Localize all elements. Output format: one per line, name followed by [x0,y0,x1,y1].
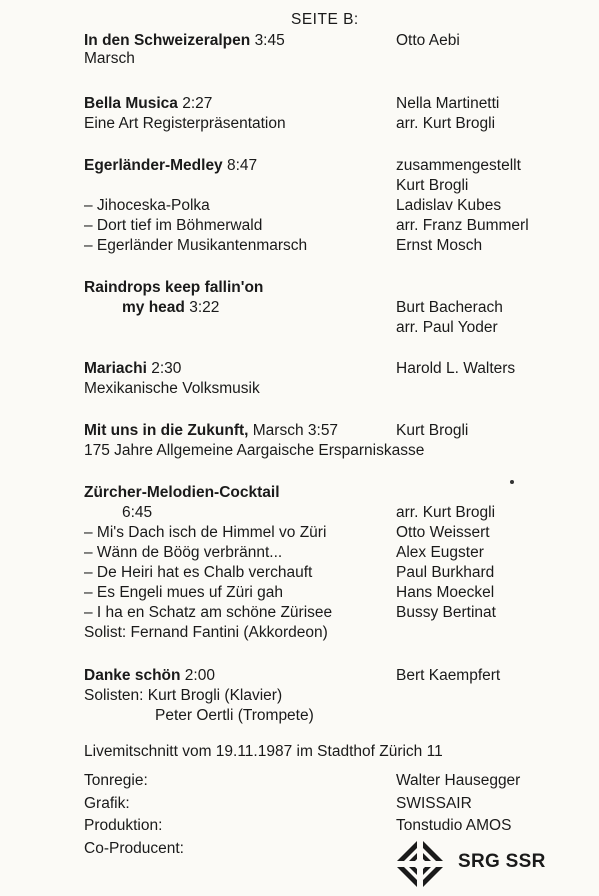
track-title-line [122,298,219,318]
track-time: 8:47 [227,157,258,174]
srg-ssr-logo-icon [392,836,448,892]
track-time: Marsch 3:57 [252,422,339,439]
staff-name: Tonstudio AMOS [396,817,512,834]
track-credit: Harold L. Walters [396,360,516,377]
track-credit: Kurt Brogli [396,422,469,439]
medley-item-credit: Paul Burkhard [396,564,495,581]
track-time: 2:00 [184,667,215,684]
track-time: 6:45 [122,504,153,521]
soloists: Peter Oertli (Trompete) [155,707,314,724]
track-title: Mit uns in die Zukunft, [84,422,249,439]
medley-item: – Jihoceska-Polka [84,197,210,214]
track-title-line [84,359,181,379]
track-time: 2:30 [151,360,182,377]
medley-item: – Wänn de Böög verbrännt... [84,544,283,561]
track-credit: Otto Aebi [396,32,460,49]
track-subtitle: Eine Art Registerpräsentation [84,115,286,132]
staff-name: SWISSAIR [396,795,472,812]
track-title: my head [122,299,185,316]
track-time: 3:22 [189,299,220,316]
staff-role: Grafik: [84,795,130,812]
staff-role: Produktion: [84,817,163,834]
medley-item-credit: Otto Weissert [396,524,490,541]
track-title-line [84,94,212,114]
track-credit: arr. Kurt Brogli [396,504,496,521]
track-subtitle: 175 Jahre Allgemeine Aargaische Ersparniskasse [84,442,425,459]
side-header: SEITE B: [291,11,359,28]
staff-name: Walter Hausegger [396,772,521,789]
track-title-line [84,666,215,686]
track-title-line [84,421,338,441]
medley-item: – De Heiri hat es Chalb verchauft [84,564,313,581]
medley-item-credit: Ladislav Kubes [396,197,502,214]
soloist: Solist: Fernand Fantini (Akkordeon) [84,624,328,641]
track-title: Bella Musica [84,95,178,112]
track-credit: Burt Bacherach [396,299,503,316]
live-recording-note: Livemitschnitt vom 19.11.1987 im Stadthof Zürich 11 [84,743,443,760]
medley-item-credit: Alex Eugster [396,544,484,561]
track-title-line [84,31,285,51]
track-time: 3:45 [254,32,285,49]
medley-item-credit: Bussy Bertinat [396,604,496,621]
medley-item: – Mi's Dach isch de Himmel vo Züri [84,524,327,541]
track-title: In den Schweizeralpen [84,32,251,49]
srg-ssr-logo-text: SRG SSR [458,851,546,872]
track-credit: Bert Kaempfert [396,667,501,684]
medley-item: – Es Engeli mues uf Züri gah [84,584,284,601]
track-title: Raindrops keep fallin'on [84,279,264,296]
medley-item-credit: Ernst Mosch [396,237,483,254]
track-title-line [84,156,257,176]
track-credit: arr. Kurt Brogli [396,115,496,132]
track-title: Egerländer-Medley [84,157,223,174]
track-subtitle: Marsch [84,50,135,67]
medley-item-credit: Hans Moeckel [396,584,495,601]
speck [510,480,514,484]
track-credit: arr. Paul Yoder [396,319,498,336]
track-credit: Nella Martinetti [396,95,500,112]
track-credit: Kurt Brogli [396,177,469,194]
medley-item-credit: arr. Franz Bummerl [396,217,529,234]
track-title: Danke schön [84,667,181,684]
track-subtitle: Mexikanische Volksmusik [84,380,260,397]
track-time: 2:27 [182,95,213,112]
medley-item: – I ha en Schatz am schöne Zürisee [84,604,333,621]
medley-item: – Egerländer Musikantenmarsch [84,237,308,254]
track-credit: zusammengestellt [396,157,521,174]
medley-item: – Dort tief im Böhmerwald [84,217,263,234]
staff-role: Tonregie: [84,772,148,789]
staff-role: Co-Producent: [84,840,184,857]
track-title: Mariachi [84,360,147,377]
track-title: Zürcher-Melodien-Cocktail [84,484,280,501]
soloists: Solisten: Kurt Brogli (Klavier) [84,687,283,704]
